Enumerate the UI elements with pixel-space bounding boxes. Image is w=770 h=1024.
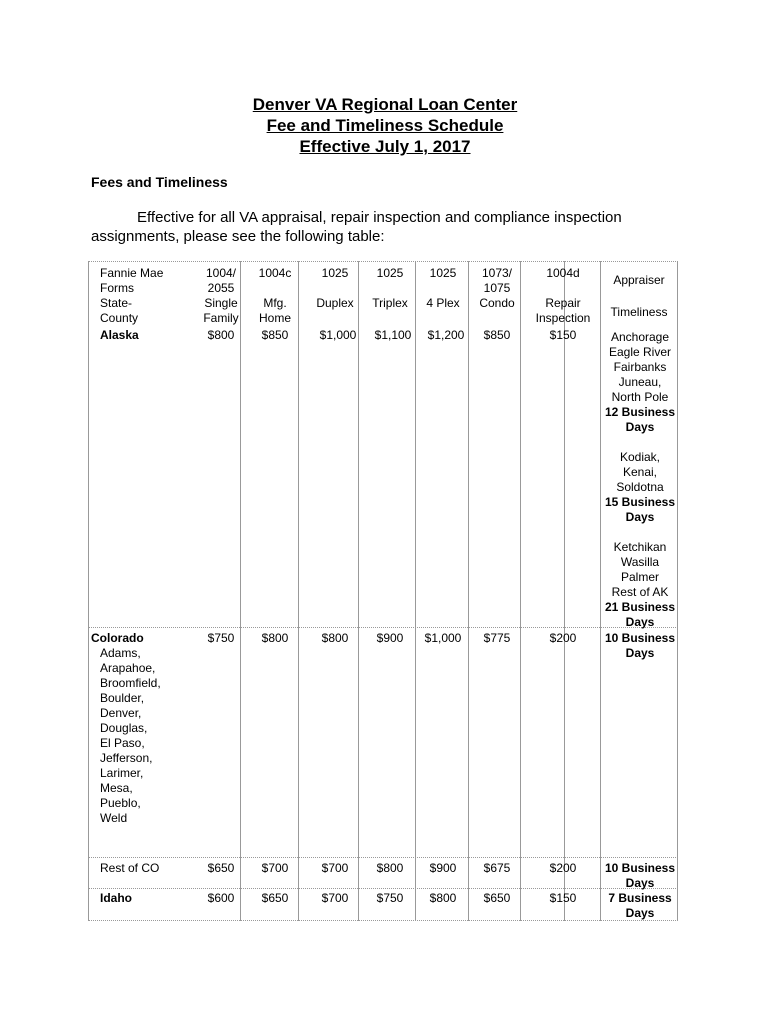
intro-line-2: assignments, please see the following table: <box>91 228 385 245</box>
fee-cell: $800 <box>376 861 404 875</box>
fee-cell: $1,100 <box>374 328 412 342</box>
table-rule <box>88 261 89 921</box>
fee-cell: $200 <box>549 631 577 645</box>
table-rule <box>564 261 565 921</box>
fee-cell: $900 <box>376 631 404 645</box>
title-line-2: Fee and Timeliness Schedule <box>266 116 504 135</box>
fee-cell: $700 <box>261 861 289 875</box>
title-line-3: Effective July 1, 2017 <box>299 137 471 156</box>
fee-cell: $900 <box>429 861 457 875</box>
fee-cell: $800 <box>207 328 235 342</box>
fee-cell: $850 <box>261 328 289 342</box>
fee-cell: $150 <box>549 328 577 342</box>
header-col-appraiser: Appraiser <box>613 273 665 287</box>
header-col-1004d: 1004d Repair Inspection <box>535 266 591 325</box>
rest-of-co-timeliness: 10 Business Days <box>604 861 676 890</box>
table-rule <box>520 261 521 921</box>
alaska-timeliness: Anchorage Eagle River Fairbanks Juneau, North Pole 12 Business Days Kodiak, Kenai, Soldotna 15 Business Days Ketchikan Wasilla Palmer Rest of AK 21 Business Days <box>604 330 676 629</box>
fee-cell: $650 <box>207 861 235 875</box>
fee-cell: $700 <box>321 861 349 875</box>
table-rule <box>415 261 416 921</box>
fee-cell: $675 <box>483 861 511 875</box>
header-col-1025-4plex: 1025 4 Plex <box>426 266 460 310</box>
row-state-idaho: Idaho <box>100 891 132 905</box>
idaho-timeliness: 7 Business Days <box>608 891 672 920</box>
header-col-1025-triplex: 1025 Triplex <box>372 266 408 310</box>
fee-cell: $850 <box>483 328 511 342</box>
header-col-1073: 1073/ 1075 Condo <box>479 266 515 310</box>
fee-cell: $700 <box>321 891 349 905</box>
fee-cell: $1,000 <box>424 631 462 645</box>
row-state-colorado: Colorado Adams, Arapahoe, Broomfield, Boulder, Denver, Douglas, El Paso, Jefferson, Larimer, Mesa, Pueblo, Weld <box>91 631 161 825</box>
table-rule <box>88 261 678 262</box>
table-rule <box>88 627 678 628</box>
fee-cell: $800 <box>429 891 457 905</box>
header-col-1004c: 1004c Mfg. Home <box>258 266 292 325</box>
fee-cell: $1,200 <box>427 328 465 342</box>
fee-table <box>88 261 678 921</box>
colorado-timeliness: 10 Business Days <box>604 631 676 660</box>
table-rule <box>88 888 678 889</box>
fee-cell: $650 <box>261 891 289 905</box>
intro-line-1: Effective for all VA appraisal, repair inspection and compliance inspection <box>137 209 622 226</box>
title-line-1: Denver VA Regional Loan Center <box>252 95 518 114</box>
row-state-alaska: Alaska <box>100 328 139 342</box>
header-col-timeliness: Timeliness <box>610 305 668 319</box>
fee-cell: $800 <box>321 631 349 645</box>
fee-cell: $775 <box>483 631 511 645</box>
section-heading: Fees and Timeliness <box>91 174 228 190</box>
fee-cell: $150 <box>549 891 577 905</box>
row-state-rest-of-co: Rest of CO <box>100 861 160 875</box>
fee-cell: $600 <box>207 891 235 905</box>
fee-cell: $1,000 <box>319 328 357 342</box>
fee-cell: $800 <box>261 631 289 645</box>
fee-cell: $200 <box>549 861 577 875</box>
header-forms: Fannie Mae Forms State- County <box>100 266 164 325</box>
fee-cell: $650 <box>483 891 511 905</box>
table-rule <box>88 857 678 858</box>
table-rule <box>240 261 241 921</box>
header-col-1004: 1004/ 2055 Single Family <box>203 266 239 325</box>
fee-cell: $750 <box>207 631 235 645</box>
fee-cell: $750 <box>376 891 404 905</box>
table-rule <box>358 261 359 921</box>
table-rule <box>88 920 678 921</box>
table-rule <box>468 261 469 921</box>
table-rule <box>298 261 299 921</box>
header-col-1025-duplex: 1025 Duplex <box>316 266 354 310</box>
